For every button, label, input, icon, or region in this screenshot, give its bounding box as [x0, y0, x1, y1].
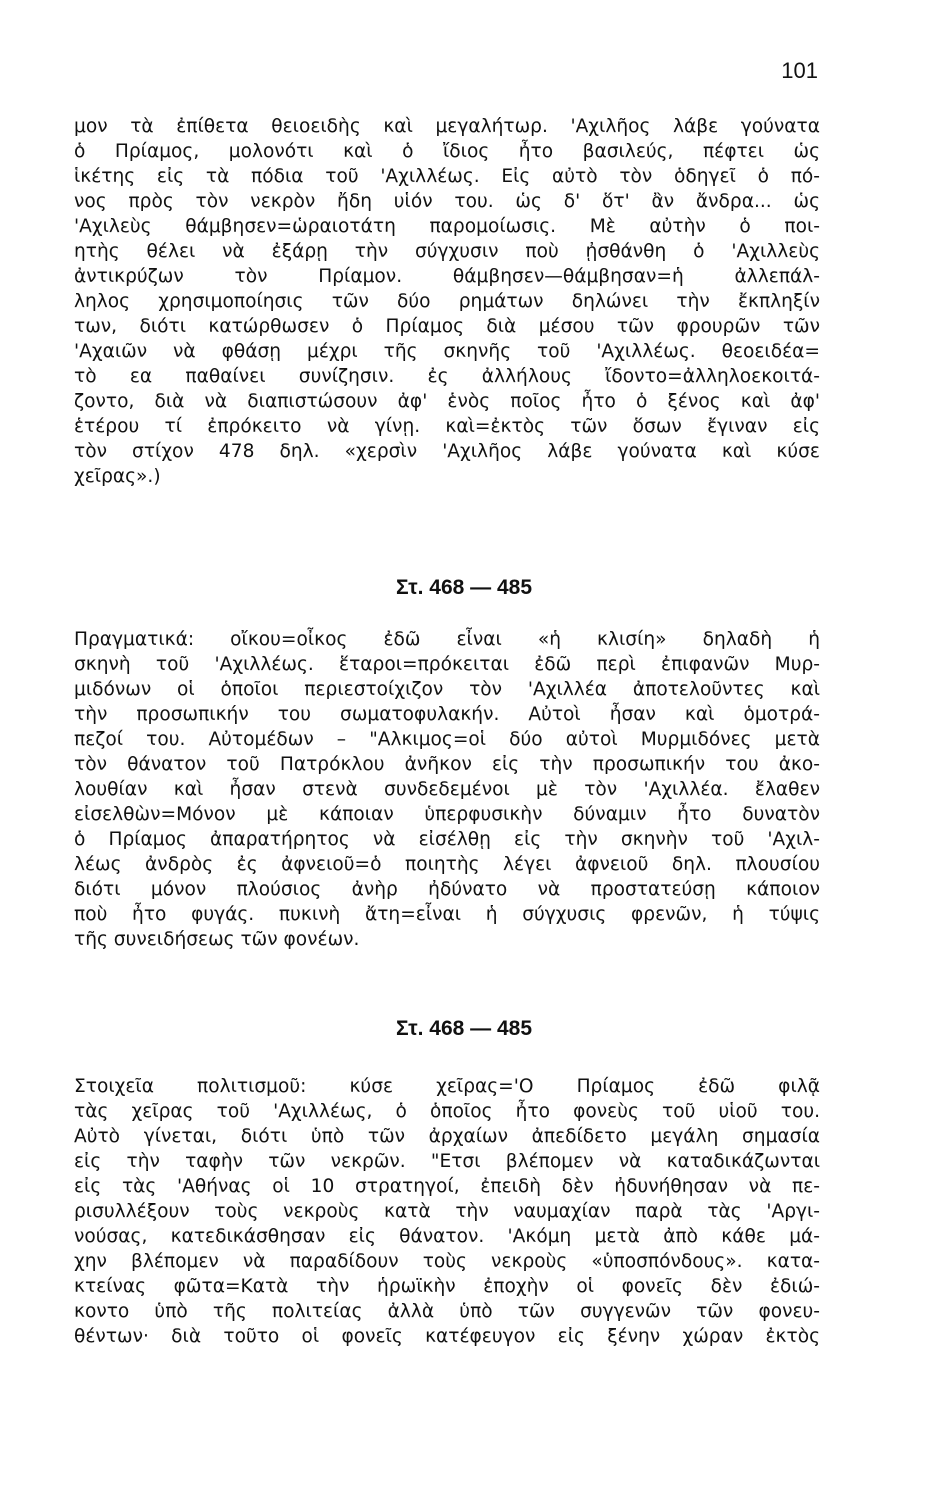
text-line: χεῖρας».) — [74, 466, 161, 487]
text-line: ποὺ ἦτο φυγάς. πυκινὴ ἄτη=εἶναι ἡ σύγχυσις φρενῶν, ἡ τύψις — [74, 904, 820, 925]
text-line: ἀντικρύζων τὸν Πρίαμον. θάμβησεν—θάμβησαν=ἡ ἀλλεπάλ- — [74, 266, 820, 287]
text-line: Αὐτὸ γίνεται, διότι ὑπὸ τῶν ἀρχαίων ἀπεδίδετο μεγάλη σημασία — [74, 1126, 820, 1147]
text-line: διότι μόνον πλούσιος ἀνὴρ ἠδύνατο νὰ προστατεύσῃ κάποιον — [74, 879, 820, 900]
text-line: τῆς συνειδήσεως τῶν φονέων. — [74, 929, 360, 950]
page-number: 101 — [781, 58, 818, 83]
text-line: 'Αχαιῶν νὰ φθάσῃ μέχρι τῆς σκηνῆς τοῦ 'Αχιλλέως. θεοειδέα= — [74, 341, 820, 362]
section-1-paragraph — [74, 627, 820, 952]
text-line: ὁ Πρίαμος ἀπαρατήρητος νὰ εἰσέλθῃ εἰς τὴν σκηνὴν τοῦ 'Αχιλ- — [74, 829, 820, 850]
text-line: ὁ Πρίαμος, μολονότι καὶ ὁ ἴδιος ἦτο βασιλεύς, πέφτει ὡς — [74, 141, 820, 162]
text-line: λέως ἀνδρὸς ἐς ἀφνειοῦ=ὁ ποιητὴς λέγει ἀφνειοῦ δηλ. πλουσίου — [74, 854, 820, 875]
text-line: ἑτέρου τί ἐπρόκειτο νὰ γίνῃ. καὶ=ἐκτὸς τῶν ὅσων ἔγιναν εἰς — [74, 416, 820, 437]
text-line: των, διότι κατώρθωσεν ὁ Πρίαμος διὰ μέσου τῶν φρουρῶν τῶν — [74, 316, 820, 337]
text-line: θέντων· διὰ τοῦτο οἱ φονεῖς κατέφευγον εἰς ξένην χώραν ἐκτὸς — [74, 1326, 820, 1347]
text-line: χην βλέπομεν νὰ παραδίδουν τοὺς νεκροὺς «ὑποσπόνδους». κατα- — [74, 1251, 820, 1272]
section-heading: Στ. 468 — 485 — [395, 1017, 533, 1040]
text-line: νούσας, κατεδικάσθησαν εἰς θάνατον. 'Ακόμη μετὰ ἀπὸ κάθε μά- — [74, 1226, 820, 1247]
text-line: ζοντο, διὰ νὰ διαπιστώσουν ἀφ' ἑνὸς ποῖος ἦτο ὁ ξένος καὶ ἀφ' — [74, 391, 820, 412]
text-line: τὸν θάνατον τοῦ Πατρόκλου ἀνῆκον εἰς τὴν προσωπικήν του ἀκο- — [74, 754, 820, 775]
text-line: εἰς τὰς 'Αθήνας οἱ 10 στρατηγοί, ἐπειδὴ δὲν ἠδυνήθησαν νὰ πε- — [74, 1176, 820, 1197]
section-heading: Στ. 468 — 485 — [395, 576, 533, 599]
text-line: μον τὰ ἐπίθετα θειοειδὴς καὶ μεγαλήτωρ. 'Αχιλῆος λάβε γούνατα — [74, 116, 820, 137]
text-line: νος πρὸς τὸν νεκρὸν ἤδη υἱόν του. ὡς δ' ὅτ' ἂν ἄνδρα... ὡς — [74, 191, 820, 212]
text-line: λουθίαν καὶ ἦσαν στενὰ συνδεδεμένοι μὲ τὸν 'Αχιλλέα. ἔλαθεν — [74, 779, 820, 800]
section-2-paragraph — [74, 1074, 820, 1349]
text-line: μιδόνων οἱ ὁποῖοι περιεστοίχιζον τὸν 'Αχιλλέα ἀποτελοῦντες καὶ — [74, 679, 820, 700]
text-line: ητὴς θέλει νὰ ἐξάρῃ τὴν σύγχυσιν ποὺ ᾐσθάνθη ὁ 'Αχιλλεὺς — [74, 241, 820, 262]
text-line: τὰς χεῖρας τοῦ 'Αχιλλέως, ὁ ὁποῖος ἦτο φονεὺς τοῦ υἱοῦ του. — [74, 1101, 820, 1122]
text-line: σκηνὴ τοῦ 'Αχιλλέως. ἕταροι=πρόκειται ἐδῶ περὶ ἐπιφανῶν Μυρ- — [74, 654, 820, 675]
text-line: ληλος χρησιμοποίησις τῶν δύο ρημάτων δηλώνει τὴν ἔκπληξίν — [74, 291, 820, 312]
text-line: Στοιχεῖα πολιτισμοῦ: κύσε χεῖρας='Ο Πρίαμος ἐδῶ φιλᾷ — [74, 1076, 820, 1097]
text-line: κοντο ὑπὸ τῆς πολιτείας ἀλλὰ ὑπὸ τῶν συγγενῶν τῶν φονευ- — [74, 1301, 820, 1322]
text-line: πεζοί του. Αὐτομέδων – "Αλκιμος=οἱ δύο αὐτοὶ Μυρμιδόνες μετὰ — [74, 729, 820, 750]
text-line: ρισυλλέξουν τοὺς νεκροὺς κατὰ τὴν ναυμαχίαν παρὰ τὰς 'Αργι- — [74, 1201, 820, 1222]
text-line: εἰσελθὼν=Μόνον μὲ κάποιαν ὑπερφυσικὴν δύναμιν ἦτο δυνατὸν — [74, 804, 820, 825]
text-line: τὴν προσωπικήν του σωματοφυλακήν. Αὐτοὶ ἦσαν καὶ ὁμοτρά- — [74, 704, 820, 725]
text-line: ἱκέτης εἰς τὰ πόδια τοῦ 'Αχιλλέως. Εἰς αὐτὸ τὸν ὁδηγεῖ ὁ πό- — [74, 166, 820, 187]
text-line: κτείνας φῶτα=Κατὰ τὴν ἡρωϊκὴν ἐποχὴν οἱ φονεῖς δὲν ἐδιώ- — [74, 1276, 820, 1297]
text-line: τὸν στίχον 478 δηλ. «χερσὶν 'Αχιλῆος λάβε γούνατα καὶ κύσε — [74, 441, 820, 462]
text-line: 'Αχιλεὺς θάμβησεν=ὡραιοτάτη παρομοίωσις. Μὲ αὐτὴν ὁ ποι- — [74, 216, 820, 237]
text-line: Πραγματικά: οἴκου=οἶκος ἐδῶ εἶναι «ἡ κλισίη» δηλαδὴ ἡ — [74, 629, 820, 650]
text-line: τὸ εα παθαίνει συνίζησιν. ἐς ἀλλήλους ἴδοντο=ἀλληλοεκοιτά- — [74, 366, 820, 387]
intro-paragraph — [74, 114, 820, 489]
text-line: εἰς τὴν ταφὴν τῶν νεκρῶν. "Ετσι βλέπομεν νὰ καταδικάζωνται — [74, 1151, 820, 1172]
